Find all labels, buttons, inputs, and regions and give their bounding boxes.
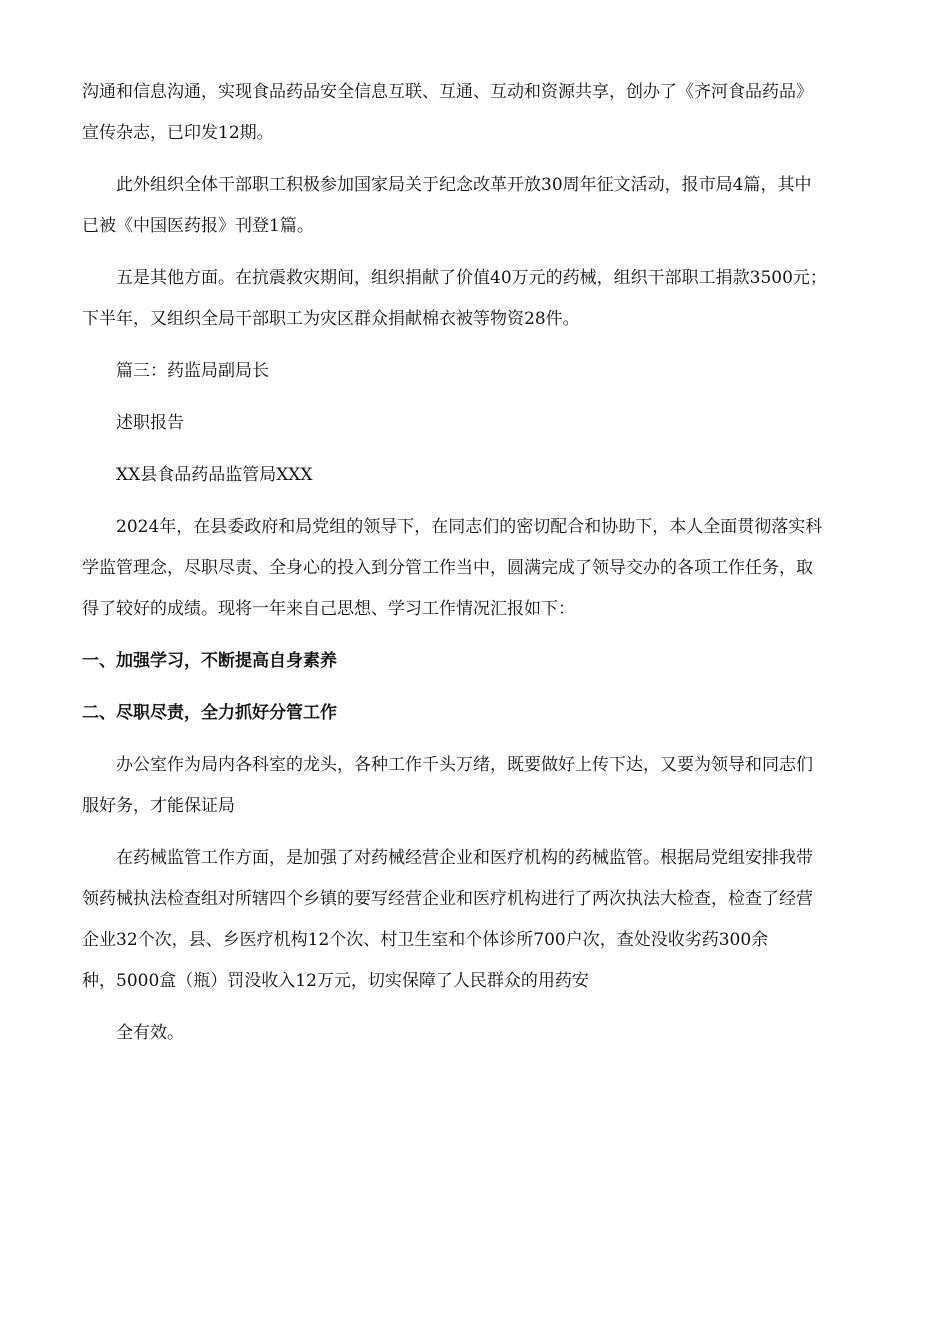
paragraph-info-sharing	[82, 72, 862, 154]
paragraph-device-supervision	[82, 838, 862, 1002]
text-line: 沟通和信息沟通，实现食品药品安全信息互联、互通、互动和资源共享，创办了《齐河食品药品》	[82, 82, 813, 102]
text-line: 在药械监管工作方面，是加强了对药械经营企业和医疗机构的药械监管。根据局党组安排我带	[116, 848, 813, 868]
text-line: 全有效。	[116, 1023, 184, 1043]
text-line: XX县食品药品监管局XXX	[116, 465, 313, 485]
text-line: 种，5000盒（瓶）罚没收入12万元，切实保障了人民群众的用药安	[82, 971, 589, 991]
text-line: 下半年，又组织全局干部职工为灾区群众捐献棉衣被等物资28件。	[82, 309, 580, 329]
text-line: 领药械执法检查组对所辖四个乡镇的要写经营企业和医疗机构进行了两次执法大检查，检查了经营	[82, 889, 813, 909]
text-line: 五是其他方面。在抗震救灾期间，组织捐献了价值40万元的药械，组织干部职工捐款3500元；	[116, 268, 827, 288]
text-line: 宣传杂志，已印发12期。	[82, 123, 274, 143]
text-line: 2024年，在县委政府和局党组的领导下，在同志们的密切配合和协助下，本人全面贯彻落实科	[116, 517, 823, 537]
text-line: 服好务，才能保证局	[82, 796, 235, 816]
report-title	[82, 403, 862, 444]
paragraph-essay-activity	[82, 165, 862, 247]
text-line: 学监管理念，尽职尽责、全身心的投入到分管工作当中，圆满完成了领导交办的各项工作任务，取	[82, 558, 813, 578]
paragraph-closing	[82, 1013, 862, 1054]
text-line: 已被《中国医药报》刊登1篇。	[82, 216, 314, 236]
paragraph-other-aspects	[82, 258, 862, 340]
text-line: 企业32个次，县、乡医疗机构12个次、村卫生室和个体诊所700户次，查处没收劣药300余	[82, 930, 769, 950]
section-title	[82, 351, 862, 392]
text-line: 办公室作为局内各科室的龙头，各种工作千头万绪，既要做好上传下达，又要为领导和同志们	[116, 755, 813, 775]
text-line: 述职报告	[116, 413, 184, 433]
document-page	[82, 72, 862, 1054]
paragraph-intro	[82, 507, 862, 630]
heading-study: 一、加强学习，不断提高自身素养	[82, 651, 337, 671]
report-author	[82, 455, 862, 496]
paragraph-office	[82, 745, 862, 827]
text-line: 得了较好的成绩。现将一年来自己思想、学习工作情况汇报如下：	[82, 599, 575, 619]
heading-duties: 二、尽职尽责，全力抓好分管工作	[82, 703, 337, 723]
text-line: 篇三：药监局副局长	[116, 361, 269, 381]
text-line: 此外组织全体干部职工积极参加国家局关于纪念改革开放30周年征文活动，报市局4篇，其中	[116, 175, 812, 195]
